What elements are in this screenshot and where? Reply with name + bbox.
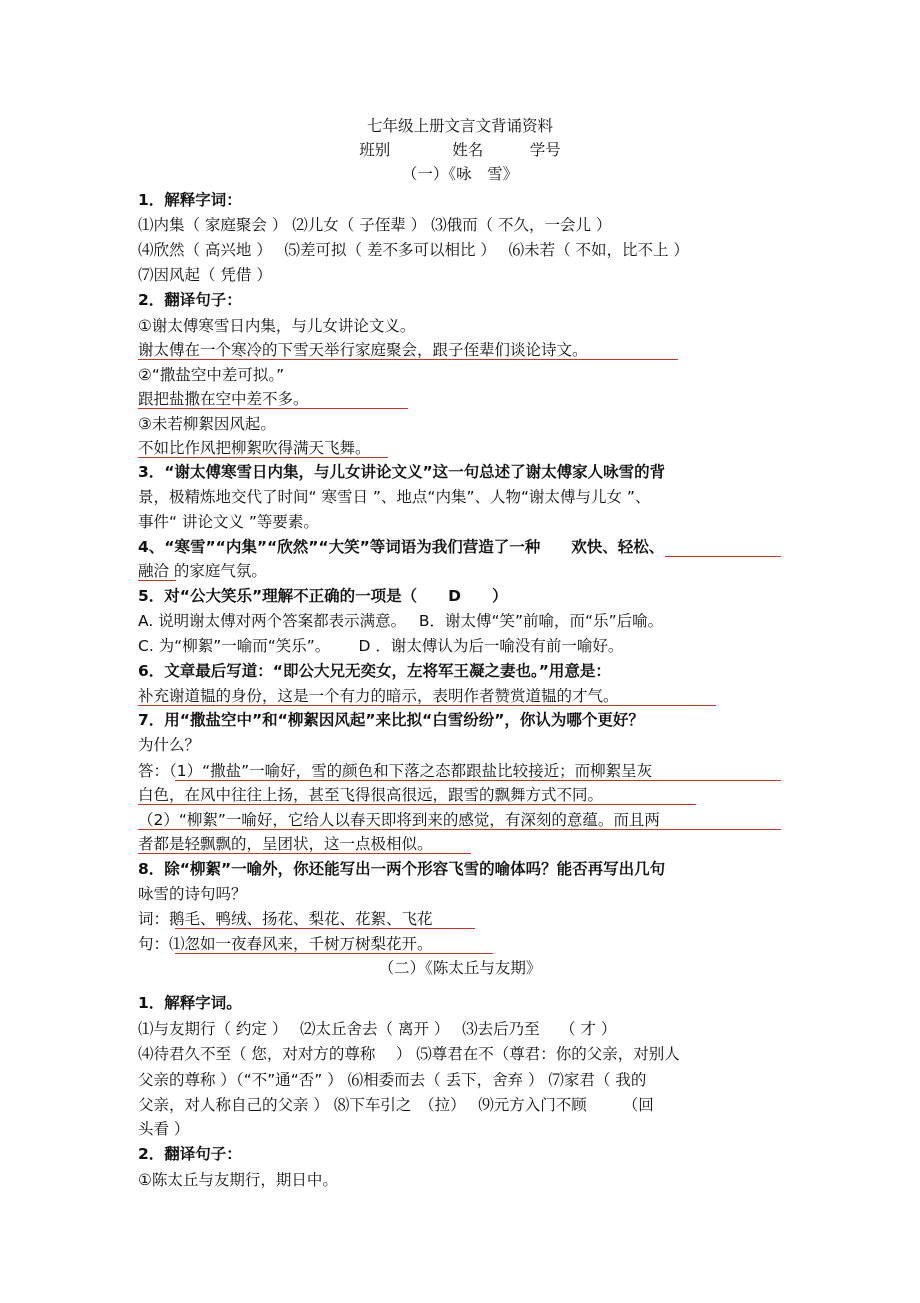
question-line: 事件“ 讲论文义 ”等要素。 — [138, 513, 319, 531]
answer-underline — [138, 580, 176, 581]
q2-heading: 2．翻译句子： — [138, 1145, 242, 1163]
answer-underline — [175, 953, 493, 954]
sentence-line: ③未若柳絮因风起。 — [138, 415, 276, 433]
vocab-line: ⑺因风起（ 凭借 ） — [138, 266, 272, 284]
vocab-line: ⑷欣然（ 高兴地 ） ⑸差可拟（ 差不多可以相比 ） ⑹未若（ 不如，比不上 ） — [138, 241, 689, 259]
answer-line: 不如比作风把柳絮吹得满天飞舞。 — [138, 439, 371, 457]
question-line: 景，极精炼地交代了时间“ 寒雪日 ”、地点“内集”、人物“谢太傅与儿女 ”、 — [138, 488, 651, 506]
vocab-line: ⑴内集（ 家庭聚会 ） ⑵儿女（ 子侄辈 ） ⑶俄而（ 不久，一会儿 ） — [138, 216, 612, 234]
answer-underline — [175, 780, 781, 781]
vocab-line: 父亲的尊称 ）（“不”通“否” ） ⑹相委而去（ 丢下，舍弃 ） ⑺家君（ 我的 — [138, 1071, 647, 1089]
vocab-line: ⑴与友期行（ 约定 ） ⑵太丘舍去（ 离开 ） ⑶去后乃至 （ 才 ） — [138, 1020, 617, 1038]
section-heading-chentaiqiu: （二）《陈太丘与友期》 — [378, 959, 542, 977]
section-heading-yongxue: （一）《咏 雪》 — [401, 165, 519, 183]
option-line: A. 说明谢太傅对两个答案都表示满意。 B．谢太傅“笑”前喻，而“乐”后喻。 — [138, 612, 664, 630]
answer-line: 补充谢道韫的身份，这是一个有力的暗示，表明作者赞赏道韫的才气。 — [138, 687, 619, 705]
vocab-line: ⑷待君久不至（ 您，对对方的尊称 ） ⑸尊君在不（尊君：你的父亲，对别人 — [138, 1045, 680, 1063]
q1-heading: 1．解释字词： — [138, 191, 242, 209]
option-line: C. 为“柳絮”一喻而“笑乐”。 D ．谢太傅认为后一喻没有前一喻好。 — [138, 637, 624, 655]
answer-line: 跟把盐撒在空中差不多。 — [138, 390, 309, 408]
question-line: 为什么？ — [138, 736, 201, 754]
question-line: 4、“寒雪”“内集”“欣然”“大笑”等词语为我们营造了一种 欢快、轻松、 — [138, 538, 665, 556]
vocab-line: 父亲，对人称自己的父亲 ） ⑻下车引之 （拉） ⑼元方入门不顾 （回 — [138, 1096, 654, 1114]
question-line: 6．文章最后写道：“即公大兄无奕女，左将军王凝之妻也。”用意是： — [138, 662, 611, 680]
question-line: 咏雪的诗句吗？ — [138, 885, 247, 903]
answer-underline — [138, 829, 781, 830]
answer-line: （2）“柳絮”一喻好，它给人以春天即将到来的感觉，有深刻的意蕴。而且两 — [138, 811, 660, 829]
answer-line: 谢太傅在一个寒冷的下雪天举行家庭聚会，跟子侄辈们谈论诗文。 — [138, 341, 588, 359]
sentence-line: ①谢太傅寒雪日内集，与儿女讲论文义。 — [138, 317, 416, 335]
answer-underline — [138, 705, 716, 706]
question-line: 3．“谢太傅寒雪日内集，与儿女讲论文义”这一句总述了谢太傅家人咏雪的背 — [138, 463, 666, 481]
question-line: 8．除“柳絮”一喻外，你还能写出一两个形容飞雪的喻体吗？能否再写出几句 — [138, 860, 666, 878]
question-line: 5．对“公大笑乐”理解不正确的一项是（ D ） — [138, 587, 508, 605]
vocab-line: 头看 ） — [138, 1120, 190, 1138]
answer-underline — [175, 928, 475, 929]
answer-underline — [665, 556, 781, 557]
answer-underline — [138, 853, 471, 854]
answer-underline — [138, 457, 388, 458]
answer-line: 答：（1）“撒盐”一喻好，雪的颜色和下落之态都跟盐比较接近；而柳絮呈灰 — [138, 762, 653, 780]
answer-underline — [138, 804, 696, 805]
page-title: 七年级上册文言文背诵资料 — [366, 117, 553, 135]
q2-heading: 2．翻译句子： — [138, 291, 242, 309]
student-info-fields: 班别 姓名 学号 — [359, 141, 561, 159]
answer-underline — [138, 408, 408, 409]
answer-line: 词：鹅毛、鸭绒、扬花、梨花、花絮、飞花 — [138, 910, 433, 928]
question-line: 7．用“撒盐空中”和“柳絮因风起”来比拟“白雪纷纷”，你认为哪个更好？ — [138, 711, 644, 729]
answer-line: 白色，在风中往往上扬，甚至飞得很高很远，跟雪的飘舞方式不同。 — [138, 786, 604, 804]
answer-line: 者都是轻飘飘的，呈团状，这一点极相似。 — [138, 835, 433, 853]
sentence-line: ②“撒盐空中差可拟。” — [138, 366, 285, 384]
answer-underline — [138, 359, 678, 360]
sentence-line: ①陈太丘与友期行，期日中。 — [138, 1171, 338, 1189]
q1-heading: 1．解释字词。 — [138, 994, 242, 1012]
answer-line: 句：⑴忽如一夜春风来，千树万树梨花开。 — [138, 935, 433, 953]
question-line: 融洽 的家庭气氛。 — [138, 562, 267, 580]
